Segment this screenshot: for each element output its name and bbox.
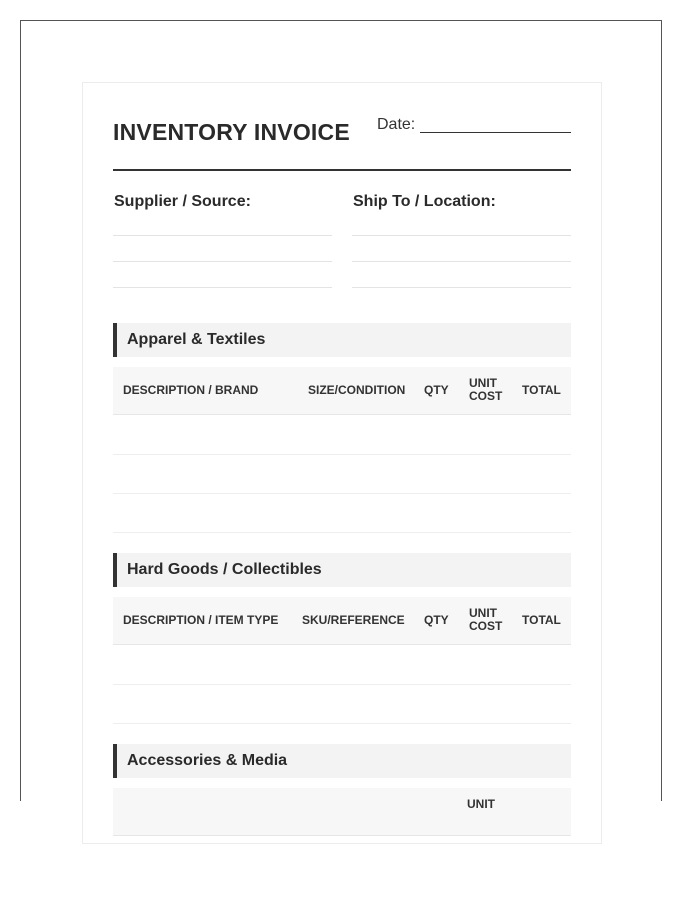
document-frame: [20, 20, 662, 811]
col-size-condition: SIZE/CONDITION: [308, 383, 406, 397]
col-qty: QTY: [424, 613, 449, 627]
section-header-accessories: [113, 744, 571, 778]
section-title: Hard Goods / Collectibles: [127, 561, 322, 578]
col-unit-cost: UNIT COST: [469, 606, 503, 633]
supplier-label: Supplier / Source:: [114, 193, 251, 210]
section-header-hard-goods: [113, 553, 571, 587]
header-divider: [113, 169, 571, 171]
section-header-apparel: [113, 323, 571, 357]
table-row[interactable]: [113, 493, 571, 494]
col-unit-cost: UNIT: [467, 797, 495, 811]
col-unit-cost: UNIT COST: [469, 376, 503, 403]
supplier-line-1[interactable]: [113, 235, 332, 236]
table-row[interactable]: [113, 723, 571, 724]
section-title: Apparel & Textiles: [127, 331, 266, 348]
table-row[interactable]: [113, 532, 571, 533]
supplier-line-3[interactable]: [113, 287, 332, 288]
section-title: Accessories & Media: [127, 752, 288, 769]
col-sku-reference: SKU/REFERENCE: [302, 613, 405, 627]
date-label: Date:: [377, 116, 416, 133]
col-total: TOTAL: [522, 613, 561, 627]
invoice-sheet: [82, 82, 602, 844]
table-row[interactable]: [113, 684, 571, 685]
ship-to-line-1[interactable]: [352, 235, 571, 236]
table-header-apparel: [113, 367, 571, 415]
ship-to-line-3[interactable]: [352, 287, 571, 288]
ship-to-label: Ship To / Location:: [353, 193, 496, 210]
date-field-line[interactable]: [420, 132, 571, 133]
table-header-accessories: [113, 788, 571, 836]
col-description: DESCRIPTION / ITEM TYPE: [123, 613, 279, 627]
col-qty: QTY: [424, 383, 449, 397]
table-header-hard-goods: [113, 597, 571, 645]
ship-to-line-2[interactable]: [352, 261, 571, 262]
col-total: TOTAL: [522, 383, 561, 397]
table-row[interactable]: [113, 454, 571, 455]
invoice-title: INVENTORY INVOICE: [113, 119, 350, 145]
supplier-line-2[interactable]: [113, 261, 332, 262]
col-description: DESCRIPTION / BRAND: [123, 383, 259, 397]
